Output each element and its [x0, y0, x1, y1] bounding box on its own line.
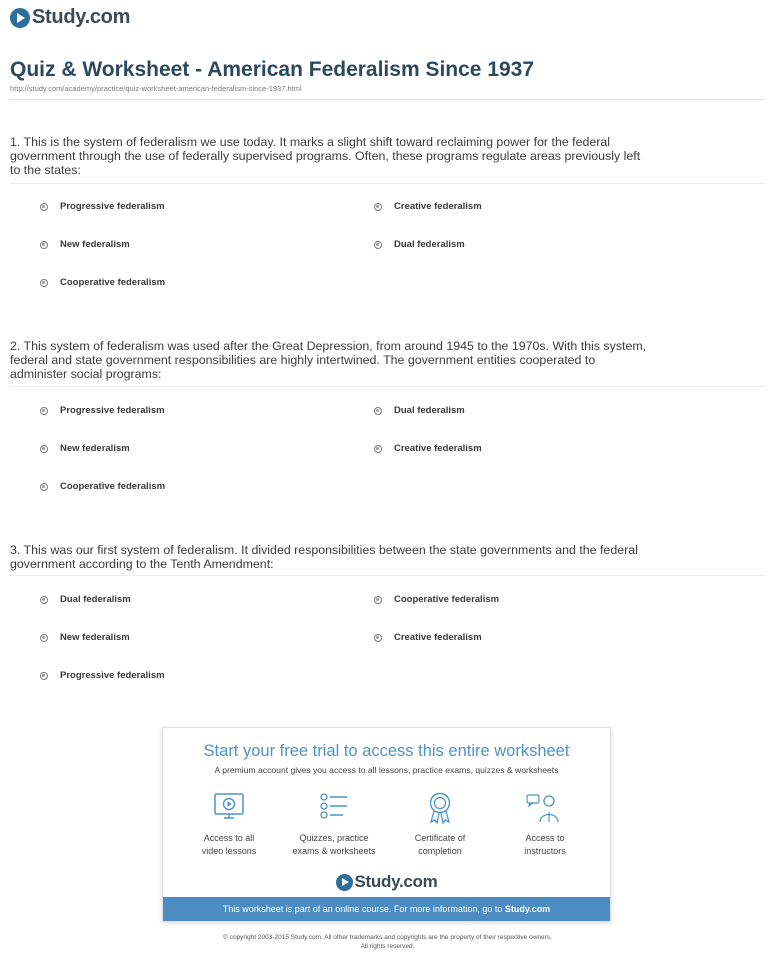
- radio-button-icon[interactable]: [40, 279, 48, 287]
- radio-button-icon[interactable]: [40, 445, 48, 453]
- promo-bar-text: This worksheet is part of an online course. For more information, go to: [222, 904, 505, 914]
- study-logo[interactable]: [10, 6, 130, 29]
- play-circle-icon: [336, 874, 353, 891]
- radio-button-icon[interactable]: [374, 596, 382, 604]
- logo-text: Study.com: [32, 6, 131, 28]
- copyright-line-1: © copyright 2003-2015 Study.com. All other trademarks and copyrights are the property of their respective owners.: [223, 934, 552, 941]
- question-1-divider: [10, 183, 765, 184]
- question-2-text: 2. This system of federalism was used after the Great Depression, from around 1945 to the 1970s. With this system, federal and state government responsibilities are highly intertwined. The government entities cooperated to administer social programs:: [10, 339, 647, 382]
- q2-option-3[interactable]: New federalism: [40, 443, 130, 454]
- quiz-list-icon: [317, 792, 351, 824]
- question-3-text: 3. This was our first system of federalism. It divided responsibilities between the state governments and the federal government according to the Tenth Amendment:: [10, 543, 638, 572]
- feature-video-lessons: [174, 792, 284, 858]
- page-title: Quiz & Worksheet - American Federalism Since 1937: [10, 58, 535, 81]
- q3-option-3[interactable]: New federalism: [40, 632, 130, 643]
- radio-button-icon[interactable]: [40, 241, 48, 249]
- feature-label-1b: video lessons: [201, 846, 257, 856]
- header-divider: [10, 99, 765, 100]
- promo-bar-link[interactable]: Study.com: [504, 904, 551, 914]
- q3-option-5[interactable]: Progressive federalism: [40, 670, 165, 681]
- promo-subline: A premium account gives you access to all lessons, practice exams, quizzes & worksheets: [214, 765, 559, 775]
- question-1-text: 1. This is the system of federalism we use today. It marks a slight shift toward reclaiming power for the federal government through the use of federally supervised programs. Often, these programs regulate areas previously left to the states:: [10, 135, 641, 178]
- feature-label-4a: Access to: [525, 833, 565, 843]
- q1-option-3[interactable]: New federalism: [40, 239, 130, 250]
- copyright-notice: [0, 933, 775, 951]
- radio-button-icon[interactable]: [374, 241, 382, 249]
- promo-headline[interactable]: Start your free trial to access this entire worksheet: [203, 742, 570, 760]
- video-lessons-icon: [212, 792, 246, 824]
- feature-certificate: [385, 792, 495, 858]
- q2-option-4[interactable]: Creative federalism: [374, 443, 482, 454]
- certificate-ribbon-icon: [423, 792, 457, 824]
- feature-instructors: [490, 792, 600, 858]
- free-trial-promo[interactable]: [162, 727, 611, 922]
- radio-button-icon[interactable]: [40, 483, 48, 491]
- radio-button-icon[interactable]: [374, 203, 382, 211]
- promo-info-bar[interactable]: [163, 897, 610, 921]
- radio-button-icon[interactable]: [40, 407, 48, 415]
- q1-option-4[interactable]: Dual federalism: [374, 239, 465, 250]
- radio-button-icon[interactable]: [374, 407, 382, 415]
- radio-button-icon[interactable]: [40, 672, 48, 680]
- radio-button-icon[interactable]: [40, 634, 48, 642]
- instructor-icon: [525, 792, 565, 824]
- q2-option-2[interactable]: Dual federalism: [374, 405, 465, 416]
- feature-label-1a: Access to all: [203, 833, 255, 843]
- q1-option-1[interactable]: Progressive federalism: [40, 201, 165, 212]
- feature-quizzes: [279, 792, 389, 858]
- feature-label-2b: exams & worksheets: [292, 846, 376, 856]
- feature-label-3b: completion: [418, 846, 462, 856]
- q3-option-4[interactable]: Creative federalism: [374, 632, 482, 643]
- promo-study-logo[interactable]: [163, 872, 610, 892]
- feature-label-3a: Certificate of: [414, 833, 466, 843]
- question-3-divider: [10, 575, 765, 576]
- promo-logo-text: Study.com: [354, 872, 438, 891]
- q1-option-5[interactable]: Cooperative federalism: [40, 277, 165, 288]
- feature-label-2a: Quizzes, practice: [299, 833, 369, 843]
- feature-label-4b: instructors: [524, 846, 566, 856]
- radio-button-icon[interactable]: [40, 596, 48, 604]
- question-2-divider: [10, 386, 765, 387]
- q1-option-2[interactable]: Creative federalism: [374, 201, 482, 212]
- q3-option-1[interactable]: Dual federalism: [40, 594, 131, 605]
- radio-button-icon[interactable]: [374, 445, 382, 453]
- q2-option-5[interactable]: Cooperative federalism: [40, 481, 165, 492]
- radio-button-icon[interactable]: [374, 634, 382, 642]
- play-circle-icon: [10, 8, 30, 28]
- radio-button-icon[interactable]: [40, 203, 48, 211]
- page-url[interactable]: http://study.com/academy/practice/quiz-worksheet-american-federalism-since-1937.html: [10, 84, 302, 93]
- q2-option-1[interactable]: Progressive federalism: [40, 405, 165, 416]
- q3-option-2[interactable]: Cooperative federalism: [374, 594, 499, 605]
- copyright-line-2: All rights reserved.: [360, 943, 415, 950]
